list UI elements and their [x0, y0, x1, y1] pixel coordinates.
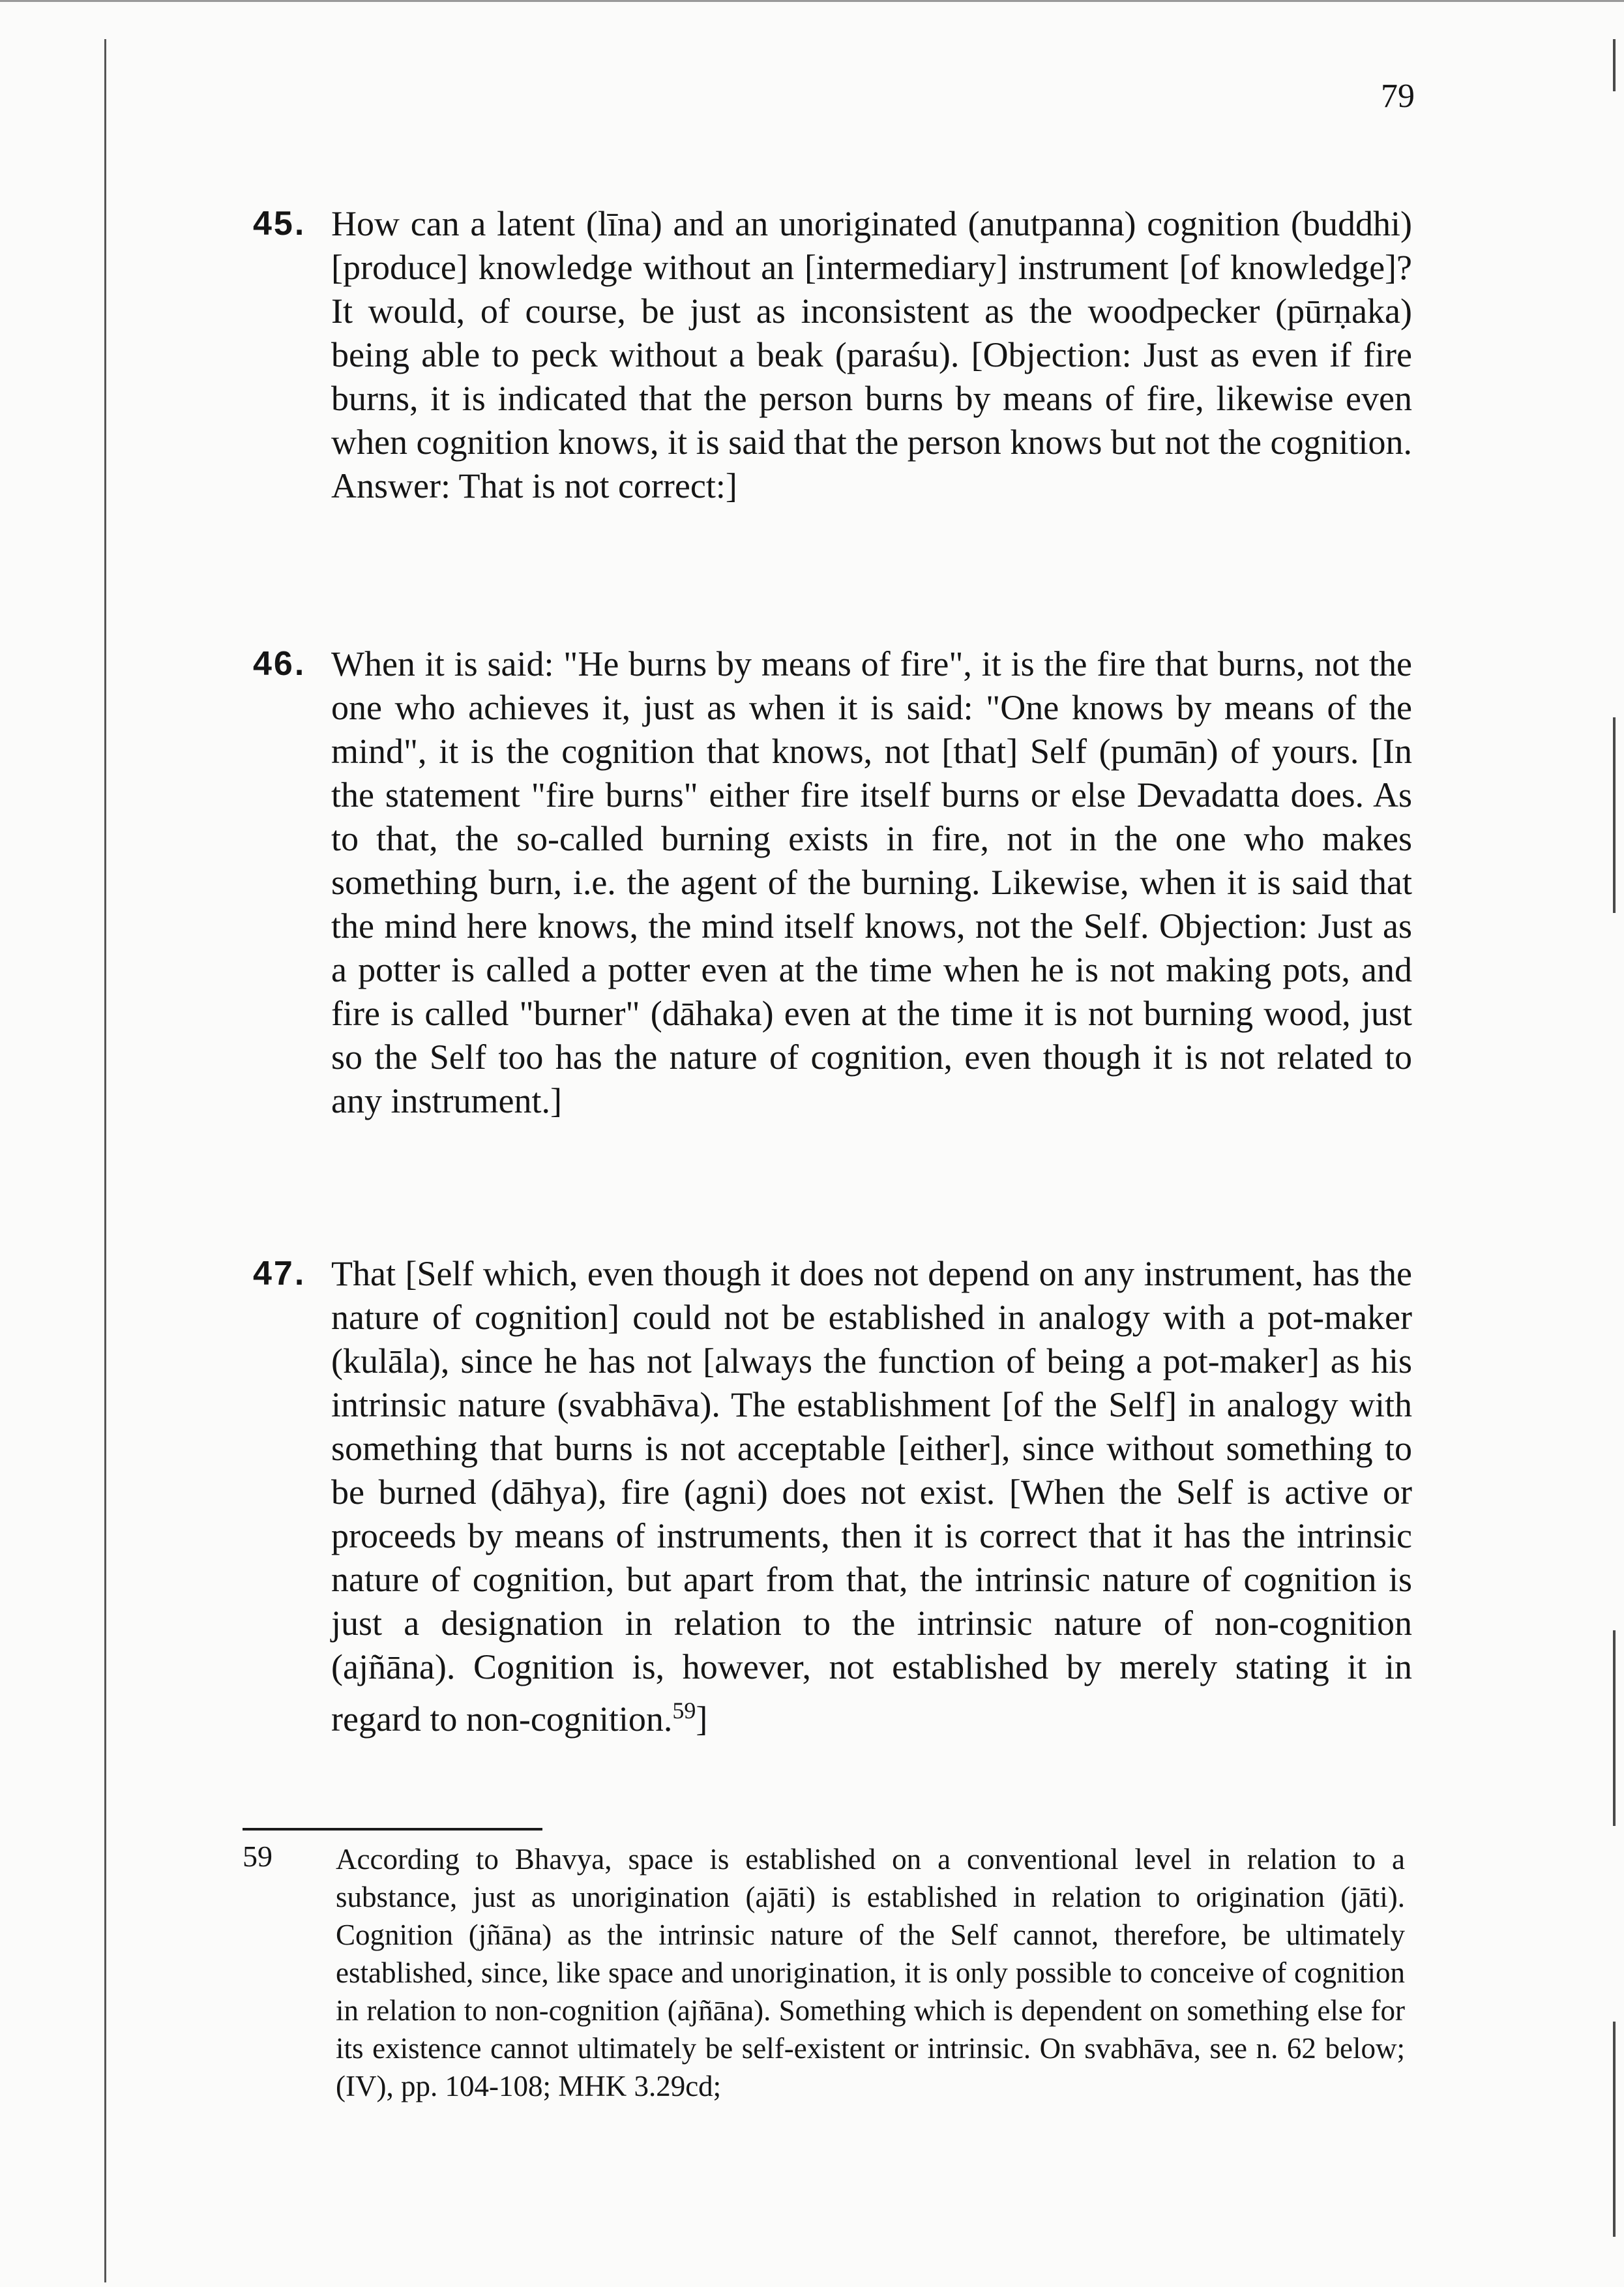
paragraph-line: How can a latent (līna) and an unoriginated (anutpanna) cognition (buddhi) [produce] knowledge without an [intermediary] instrument [of knowledge]? It would, of course, be just as inconsistent as the woodpecker (pūrṇaka) being able to peck without a beak (paraśu). [Objection: Just as even if fire burns, it is indicated that the person burns by means of fire, likewise even when cognition knows, it is said that the person knows but not the cognition. Answer: That is not correct:]	[331, 204, 1412, 505]
footnote-line: According to Bhavya, space is established on a conventional level in relation to a substance, just as unorigination (ajāti) is established in relation to origination (jāti). Cognition (jñāna) as the intrinsic nature of the Self cannot, therefore, be ultimately established, since, like space and unorigination, it is only possible to conceive of cognition in relation to non-cognition (ajñāna). Something which is dependent on something else for its existence cannot ultimately be self-existent or intrinsic. On svabhāva, see n. 62 below; (IV), pp. 104-108; MHK 3.29cd;	[336, 1843, 1405, 2102]
page-number: 79	[1381, 78, 1415, 115]
scan-right-edge-mark	[1613, 717, 1616, 913]
footnote-number: 59	[243, 1840, 273, 1873]
paragraph-number: 47.	[253, 1255, 306, 1293]
scan-right-edge-mark	[1613, 39, 1616, 91]
footnote-separator	[243, 1828, 542, 1831]
footnote-text	[336, 1840, 1405, 2105]
paragraph-number: 46.	[253, 645, 306, 683]
paragraph-line: That [Self which, even though it does not depend on any instrument, has the nature of cognition] could not be established in analogy with a pot-maker (kulāla), since he has not [always the function of being a pot-maker] as his intrinsic nature (svabhāva). The establishment [of the Self] in analogy with something that burns is not acceptable [either], since without something to be burned (dāhya), fire (agni) does not exist. [When the Self is active or proceeds by means of instruments, then it is correct that it has the intrinsic nature of cognition, but apart from that, the intrinsic nature of cognition is just a designation in relation to the intrinsic nature of non-cognition (ajñāna). Cognition is, however, not established by merely stating it in regard to non-cognition.	[331, 1254, 1412, 1739]
scan-right-edge-mark	[1613, 1630, 1616, 1826]
paragraph-line: When it is said: "He burns by means of fire", it is the fire that burns, not the one who achieves it, just as when it is said: "One knows by means of the mind", it is the cognition that knows, not [that] Self (pumān) of yours. [In the statement "fire burns" either fire itself burns or else Devadatta does. As to that, the so-called burning exists in fire, not in the one who makes something burn, i.e. the agent of the burning. Likewise, when it is said that the mind here knows, the mind itself knows, not the Self. Objection: Just as a potter is called a potter even at the time when he is not making pots, and fire is called "burner" (dāhaka) even at the time it is not burning wood, just so the Self too has the nature of cognition, even though it is not related to any instrument.]	[331, 644, 1412, 1120]
closing-bracket: ]	[696, 1699, 708, 1739]
paragraph-text	[331, 642, 1412, 1123]
paragraph-text	[331, 1252, 1412, 1741]
scan-gutter-line	[104, 39, 106, 2282]
scan-top-edge	[0, 0, 1624, 2]
paragraph-number: 45.	[253, 205, 306, 243]
scan-right-edge-mark	[1613, 2022, 1616, 2237]
footnote-reference[interactable]: 59	[672, 1697, 696, 1724]
paragraph-45	[253, 202, 1420, 508]
paragraph-text	[331, 202, 1412, 508]
paragraph-46	[253, 642, 1420, 1123]
paragraph-47	[253, 1252, 1420, 1741]
